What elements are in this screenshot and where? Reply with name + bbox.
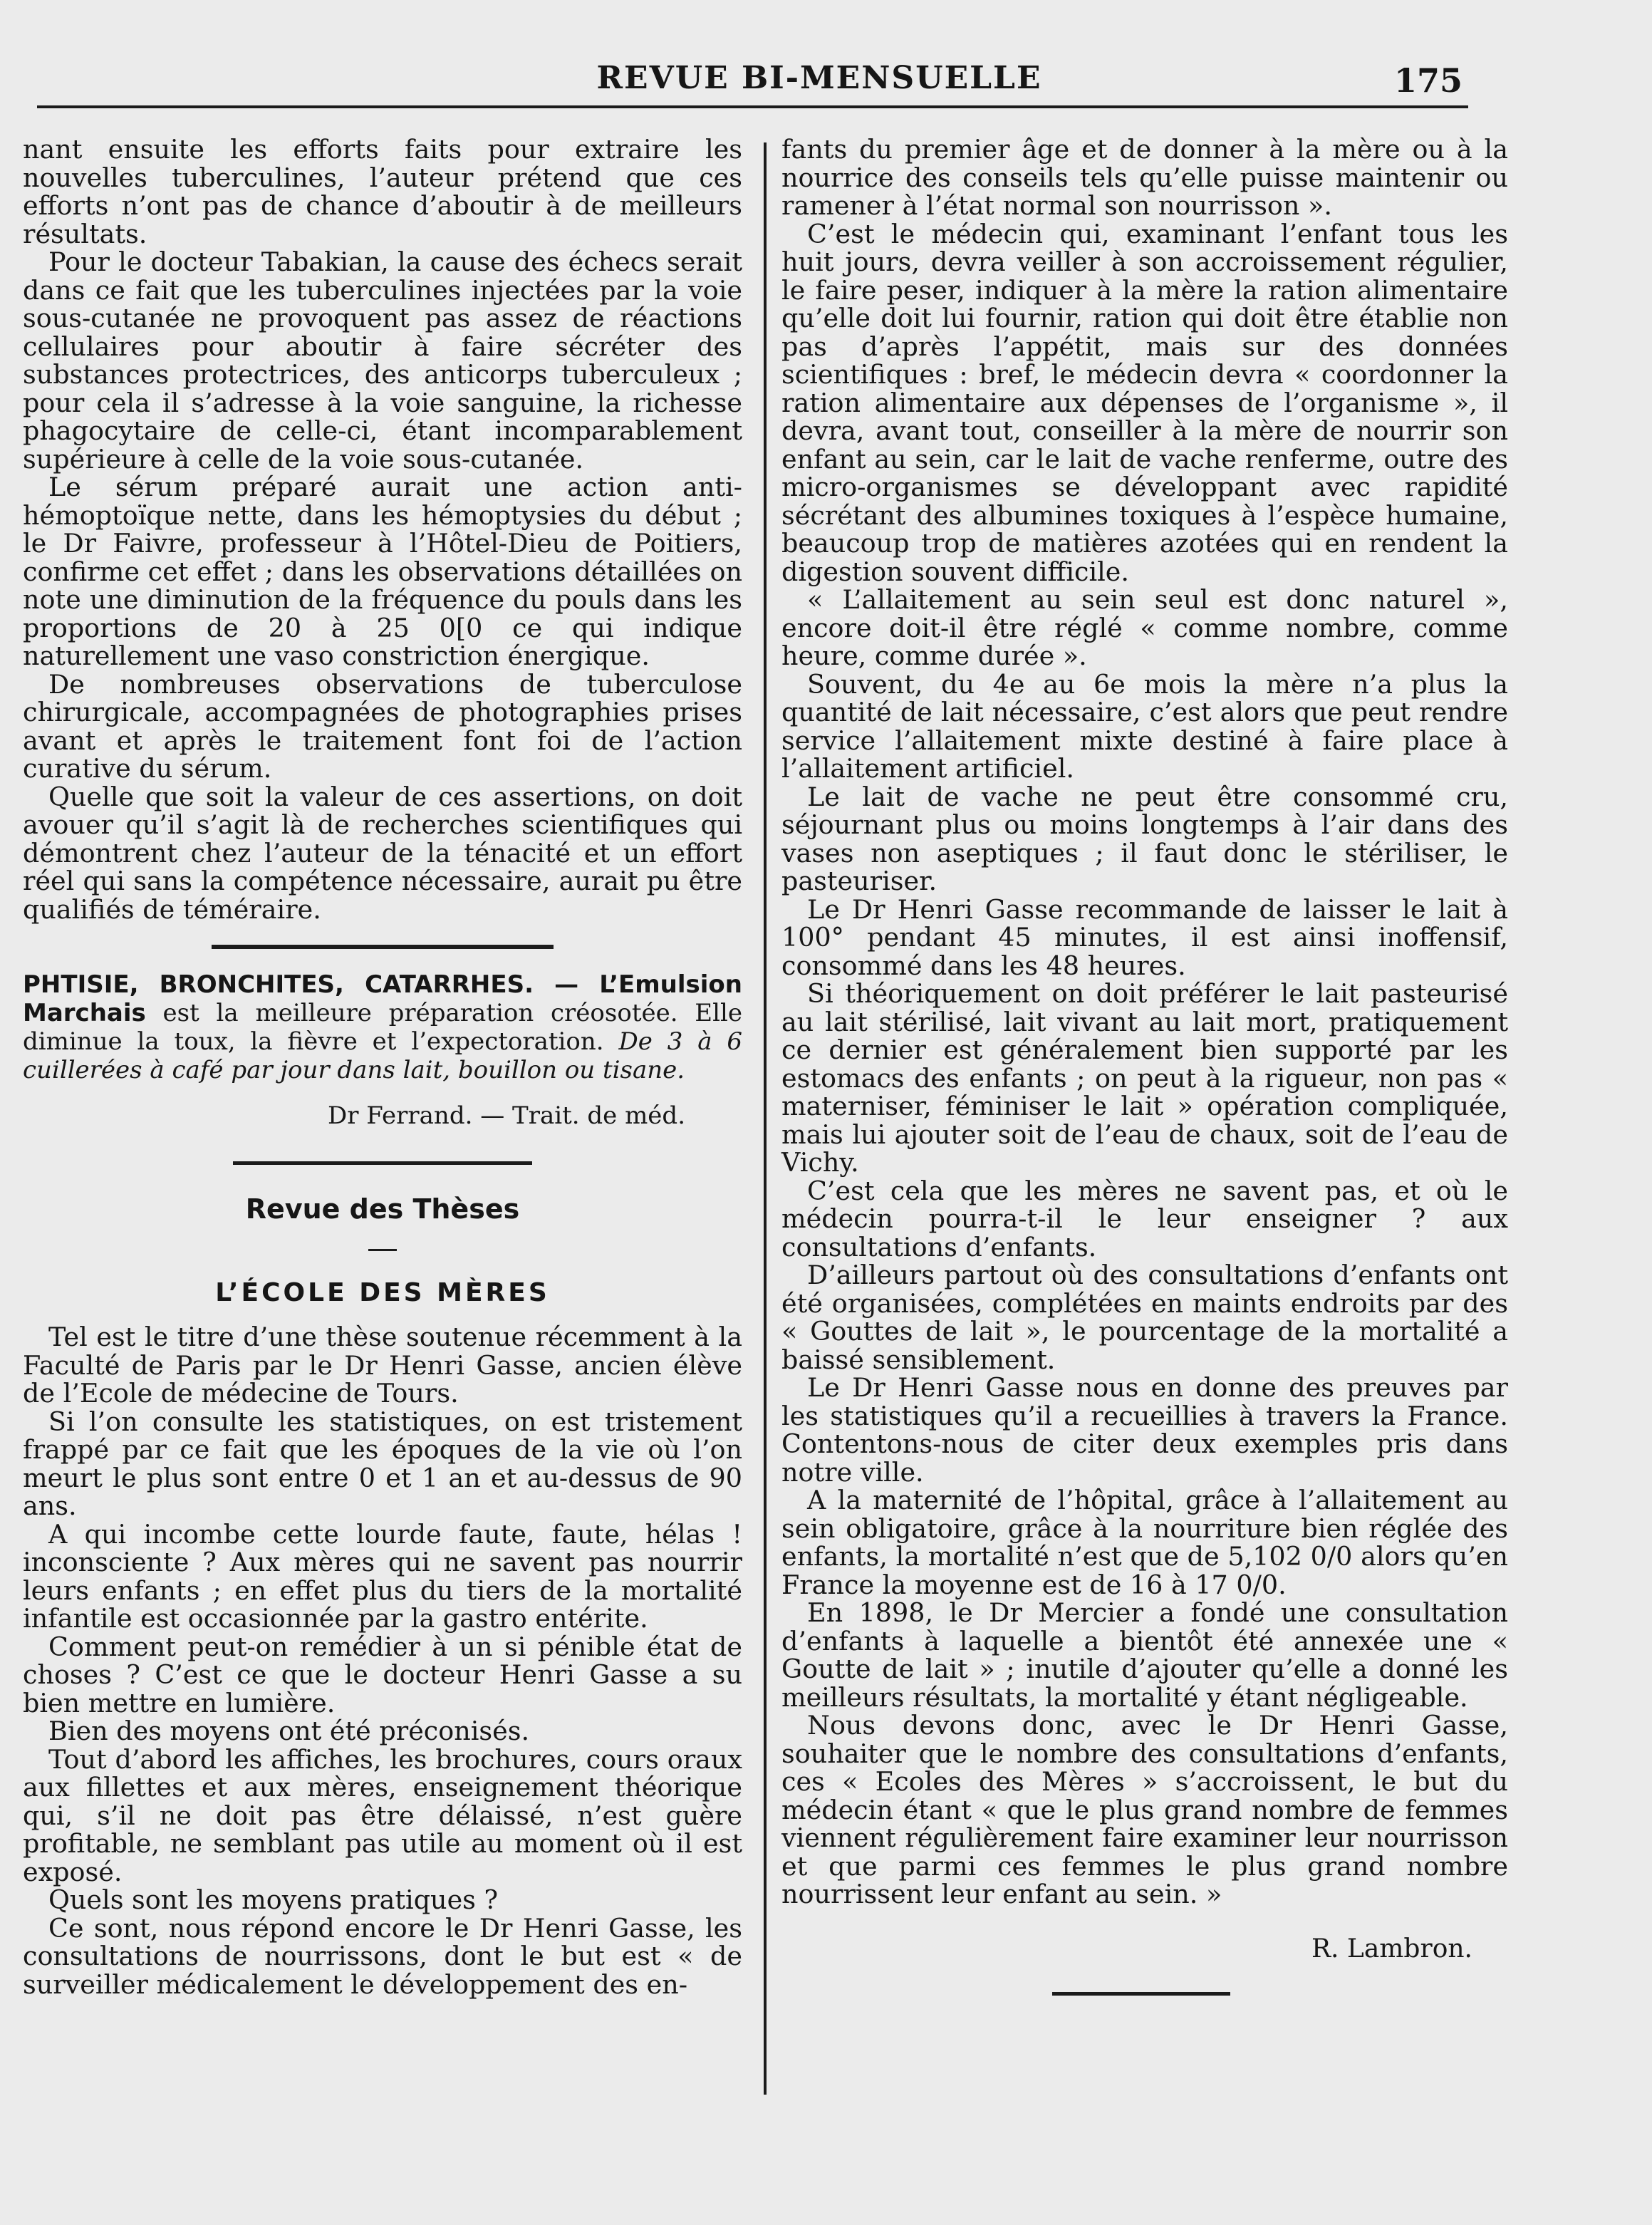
paragraph: C’est le médecin qui, examinant l’enfant tous les huit jours, devra veiller à son accroissement régulier, le faire peser, indiquer à la mère la ration alimentaire qu’elle doit lui fournir, ration qui doit être établie non pas d’après l’appétit, mais sur des données scientifiques : bref, le médecin devra « coordonner la ration alimentaire aux dépenses de l’organisme », il devra, avant tout, conseiller à la mère de nourrir son enfant au sein, car le lait de vache renferme, outre des micro-organismes se développant avec rapidité sécrétant des albumines toxiques à l’espèce humaine, beaucoup trop de matières azotées qui en rendent la digestion souvent difficile. [781, 218, 1508, 587]
left-column [23, 135, 742, 1998]
column-divider [764, 142, 767, 2095]
paragraph: En 1898, le Dr Mercier a fondé une consultation d’enfants à laquelle a bientôt été annexée une « Goutte de lait » ; inutile d’ajouter qu’elle a donné les meilleurs résultats, la mortalité y étant négligeable. [781, 1597, 1508, 1713]
title-dash [368, 1249, 397, 1251]
paragraph: De nombreuses observations de tuberculose chirurgicale, accompagnées de photographies prises avant et après le traitement font foi de l’action curative du sérum. [23, 668, 742, 784]
right-column [781, 135, 1508, 1996]
advert-heading: PHTISIE, BRONCHITES, CATARRHES. — L’Emulsion Marchais [23, 970, 742, 1027]
end-rule [1052, 1992, 1230, 1996]
paragraph: A la maternité de l’hôpital, grâce à l’allaitement au sein obligatoire, grâce à la nourriture bien réglée des enfants, la mortalité n’est que de 5,102 0/0 alors qu’en France la moyenne est de 16 à 17 0/0. [781, 1485, 1508, 1600]
article-paragraph: A qui incombe cette lourde faute, faute, hélas ! inconsciente ? Aux mères qui ne savent pas nourrir leurs enfants ; en effet plus du tiers de la mortalité infantile est occasionnée par la gastro entérite. [23, 1518, 742, 1634]
paragraph: « L’allaitement au sein seul est donc naturel », encore doit-il être réglé « comme nombre, comme heure, comme durée ». [781, 584, 1508, 671]
paragraph: Souvent, du 4e au 6e mois la mère n’a plus la quantité de lait nécessaire, c’est alors que peut rendre service l’allaitement mixte destiné à faire place à l’allaitement artificiel. [781, 668, 1508, 784]
article-title: L’ÉCOLE DES MÈRES [215, 1278, 550, 1307]
paragraph: Le sérum préparé aurait une action anti-hémoptoïque nette, dans les hémoptysies du début ; le Dr Faivre, professeur à l’Hôtel-Dieu de Poitiers, confirme cet effet ; dans les observations détaillées on note une diminution de la fréquence du pouls dans les proportions de 20 à 25 0[0 ce qui indique naturellement une vaso constriction énergique. [23, 472, 742, 671]
section-rule [212, 945, 554, 949]
paragraph: Si théoriquement on doit préférer le lait pasteurisé au lait stérilisé, lait vivant au lait mort, pratiquement ce dernier est généralement bien supporté par les estomacs des enfants ; on peut à la rigueur, non pas « materniser, féminiser le lait » opération compliquée, mais lui ajouter soit de l’eau de chaux, soit de l’eau de Vichy. [781, 978, 1508, 1178]
article-paragraph: Tout d’abord les affiches, les brochures, cours oraux aux fillettes et aux mères, enseignement théorique qui, s’il ne doit pas être délaissé, n’est guère profitable, ne semblant pas utile au moment où il est exposé. [23, 1743, 742, 1887]
header-rule [37, 105, 1468, 108]
article-paragraph: Bien des moyens ont été préconisés. [48, 1716, 530, 1746]
advert-body: est la meilleure préparation créosotée. Elle diminue la toux, la fièvre et l’expectoration. [23, 999, 742, 1056]
article-paragraph: Comment peut-on remédier à un si pénible état de choses ? C’est ce que le docteur Henri Gasse a su bien mettre en lumière. [23, 1631, 742, 1718]
section-title: Revue des Thèses [245, 1193, 520, 1225]
paragraph: C’est cela que les mères ne savent pas, et où le médecin pourra-t-il le leur enseigner ? aux consultations d’enfants. [781, 1175, 1508, 1262]
paragraph: Nous devons donc, avec le Dr Henri Gasse, souhaiter que le nombre des consultations d’enfants, ces « Ecoles des Mères » s’accroissent, le but du médecin étant « que le plus grand nombre de femmes viennent régulièrement faire examiner leur nourrisson et que parmi ces femmes le plus grand nombre nourrissent leur enfant au sein. » [781, 1710, 1508, 1909]
paragraph: fants du premier âge et de donner à la mère ou à la nourrice des conseils tels qu’elle puisse maintenir ou ramener à l’état normal son nourrisson ». [781, 134, 1508, 221]
paragraph: Le lait de vache ne peut être consommé cru, séjournant plus ou moins longtemps à l’air dans des vases non aseptiques ; il faut donc le stériliser, le pasteuriser. [781, 781, 1508, 896]
paragraph: Quelle que soit la valeur de ces assertions, on doit avouer qu’il s’agit là de recherches scientifiques qui démontrent chez l’auteur de la ténacité et un effort réel qui sans la compétence nécessaire, aurait pu être qualifiés de téméraire. [23, 781, 742, 925]
paragraph: D’ailleurs partout où des consultations d’enfants ont été organisées, complétées en maints endroits par des « Gouttes de lait », le pourcentage de la mortalité a baissé sensiblement. [781, 1260, 1508, 1375]
paragraph: Le Dr Henri Gasse nous en donne des preuves par les statistiques qu’il a recueillies à travers la France. Contentons-nous de citer deux exemples pris dans notre ville. [781, 1372, 1508, 1488]
article-paragraph: Ce sont, nous répond encore le Dr Henri Gasse, les consultations de nourrissons, dont le but est « de surveiller médicalement le développement des en- [23, 1912, 742, 2000]
paragraph: Le Dr Henri Gasse recommande de laisser le lait à 100° pendant 45 minutes, il est ainsi inoffensif, consommé dans les 48 heures. [781, 893, 1508, 981]
article-paragraph: Tel est le titre d’une thèse soutenue récemment à la Faculté de Paris par le Dr Henri Gasse, ancien élève de l’Ecole de médecine de Tours. [23, 1322, 742, 1409]
advertisement [23, 970, 742, 1130]
paragraph: Pour le docteur Tabakian, la cause des échecs serait dans ce fait que les tuberculines injectées par la voie sous-cutanée ne provoquent pas assez de réactions cellulaires pour aboutir à faire sécréter des substances protectrices, des anticorps tuberculeux ; pour cela il s’adresse à la voie sanguine, la richesse phagocytaire de celle-ci, étant incomparablement supérieure à celle de la voie sous-cutanée. [23, 247, 742, 474]
page-number: 175 [1393, 61, 1463, 100]
running-title: REVUE BI-MENSUELLE [596, 60, 1042, 96]
advert-dosage: De 3 à 6 cuillerées à café par jour dans lait, bouillon ou tisane. [23, 1027, 743, 1084]
advert-source: Dr Ferrand. — Trait. de méd. [327, 1101, 685, 1130]
advert-text [23, 970, 742, 1084]
author-signature: R. Lambron. [1311, 1934, 1472, 1964]
article-paragraph: Si l’on consulte les statistiques, on est tristement frappé par ce fait que les époques de la vie où l’on meurt le plus sont entre 0 et 1 an et au-dessus de 90 ans. [23, 1406, 742, 1521]
paragraph: nant ensuite les efforts faits pour extraire les nouvelles tuberculines, l’auteur prétend que ces efforts n’ont pas de chance d’aboutir à de meilleurs résultats. [23, 134, 742, 249]
article-paragraph: Quels sont les moyens pratiques ? [48, 1884, 499, 1915]
section-rule [233, 1161, 532, 1165]
